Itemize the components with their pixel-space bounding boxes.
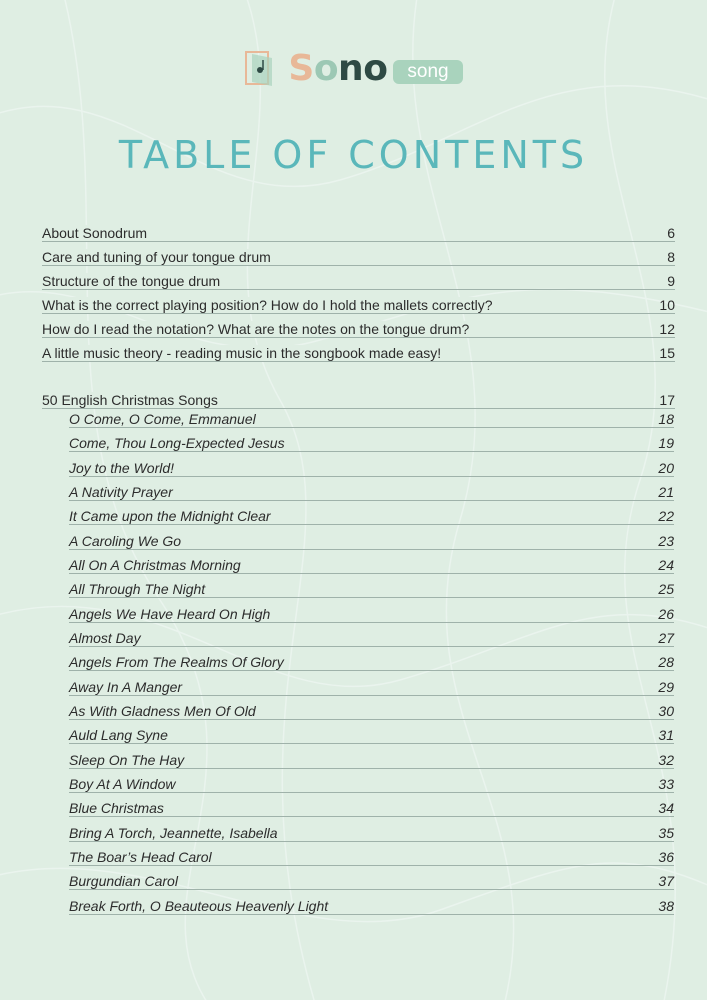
song-page: 23 (658, 533, 674, 549)
song-page: 20 (658, 460, 674, 476)
song-page: 21 (658, 484, 674, 500)
song-page: 22 (658, 508, 674, 524)
song-title: Boy At A Window (69, 776, 176, 792)
song-title: Away In A Manger (69, 679, 183, 695)
song-title: Blue Christmas (69, 800, 164, 816)
song-page: 35 (658, 825, 674, 841)
song-entry[interactable] (69, 555, 674, 574)
song-entry[interactable] (69, 433, 674, 452)
song-page: 30 (658, 703, 674, 719)
song-entry[interactable] (69, 652, 674, 671)
song-page: 31 (658, 727, 674, 743)
song-entry[interactable] (69, 823, 674, 842)
song-page: 38 (658, 898, 674, 914)
toc-entry[interactable] (42, 295, 675, 314)
song-entry[interactable] (69, 847, 674, 866)
toc-entry-page: 6 (667, 225, 675, 241)
song-entry[interactable] (69, 871, 674, 890)
song-entry[interactable] (69, 750, 674, 769)
toc-section-entry[interactable] (42, 390, 675, 409)
song-title: O Come, O Come, Emmanuel (69, 411, 256, 427)
song-title: Almost Day (69, 630, 141, 646)
song-page: 32 (658, 752, 674, 768)
song-entry[interactable] (69, 896, 674, 915)
toc-entry[interactable] (42, 319, 675, 338)
song-title: Joy to the World! (69, 460, 175, 476)
song-title: The Boar’s Head Carol (69, 849, 212, 865)
toc-entry[interactable] (42, 223, 675, 242)
toc-entry-page: 9 (667, 273, 675, 289)
song-page: 37 (658, 873, 674, 889)
toc-entry-label: What is the correct playing position? How do I hold the mallets correctly? (42, 297, 497, 313)
page-title: TABLE OF CONTENTS (118, 133, 589, 177)
toc-entry-label: A little music theory - reading music in the songbook made easy! (42, 345, 445, 361)
song-title: It Came upon the Midnight Clear (69, 508, 271, 524)
song-title: All Through The Night (69, 581, 206, 597)
song-entry[interactable] (69, 458, 674, 477)
song-title: Auld Lang Syne (69, 727, 168, 743)
song-entry[interactable] (69, 677, 674, 696)
song-entry[interactable] (69, 482, 674, 501)
song-title: As With Gladness Men Of Old (69, 703, 256, 719)
song-entry[interactable] (69, 725, 674, 744)
toc-section-label: 50 English Christmas Songs (42, 392, 222, 408)
song-title: Angels We Have Heard On High (69, 606, 271, 622)
toc-entry-page: 12 (659, 321, 675, 337)
sonosong-logo-icon (244, 50, 274, 88)
song-page: 25 (658, 581, 674, 597)
song-title: A Caroling We Go (69, 533, 182, 549)
song-title: All On A Christmas Morning (69, 557, 241, 573)
brand-logo (0, 48, 707, 89)
song-page: 19 (658, 435, 674, 451)
song-page: 33 (658, 776, 674, 792)
toc-entry-label: Structure of the tongue drum (42, 273, 224, 289)
toc-entry[interactable] (42, 343, 675, 362)
toc-entry-page: 10 (659, 297, 675, 313)
song-page: 18 (658, 411, 674, 427)
song-entry[interactable] (69, 531, 674, 550)
song-page: 29 (658, 679, 674, 695)
toc-entry-label: Care and tuning of your tongue drum (42, 249, 275, 265)
song-page: 24 (658, 557, 674, 573)
toc-entry-page: 8 (667, 249, 675, 265)
song-entry[interactable] (69, 628, 674, 647)
toc-section-page: 17 (659, 392, 675, 408)
song-entry[interactable] (69, 506, 674, 525)
toc-entry[interactable] (42, 271, 675, 290)
song-entry[interactable] (69, 774, 674, 793)
song-page: 27 (658, 630, 674, 646)
toc-entry-label: How do I read the notation? What are the notes on the tongue drum? (42, 321, 473, 337)
song-entry[interactable] (69, 604, 674, 623)
song-title: Burgundian Carol (69, 873, 178, 889)
song-title: Break Forth, O Beauteous Heavenly Light (69, 898, 329, 914)
song-entry[interactable] (69, 701, 674, 720)
song-page: 36 (658, 849, 674, 865)
song-title: A Nativity Prayer (69, 484, 173, 500)
logo-wordmark: Sono (288, 48, 388, 89)
song-entry[interactable] (69, 798, 674, 817)
song-entry[interactable] (69, 409, 674, 428)
song-page: 26 (658, 606, 674, 622)
song-page: 28 (658, 654, 674, 670)
song-page: 34 (658, 800, 674, 816)
toc-entry-page: 15 (659, 345, 675, 361)
song-title: Sleep On The Hay (69, 752, 185, 768)
toc-entry[interactable] (42, 247, 675, 266)
song-entry[interactable] (69, 579, 674, 598)
song-title: Come, Thou Long-Expected Jesus (69, 435, 285, 451)
song-title: Bring A Torch, Jeannette, Isabella (69, 825, 278, 841)
toc-entry-label: About Sonodrum (42, 225, 151, 241)
song-title: Angels From The Realms Of Glory (69, 654, 284, 670)
logo-badge: song (393, 60, 462, 84)
